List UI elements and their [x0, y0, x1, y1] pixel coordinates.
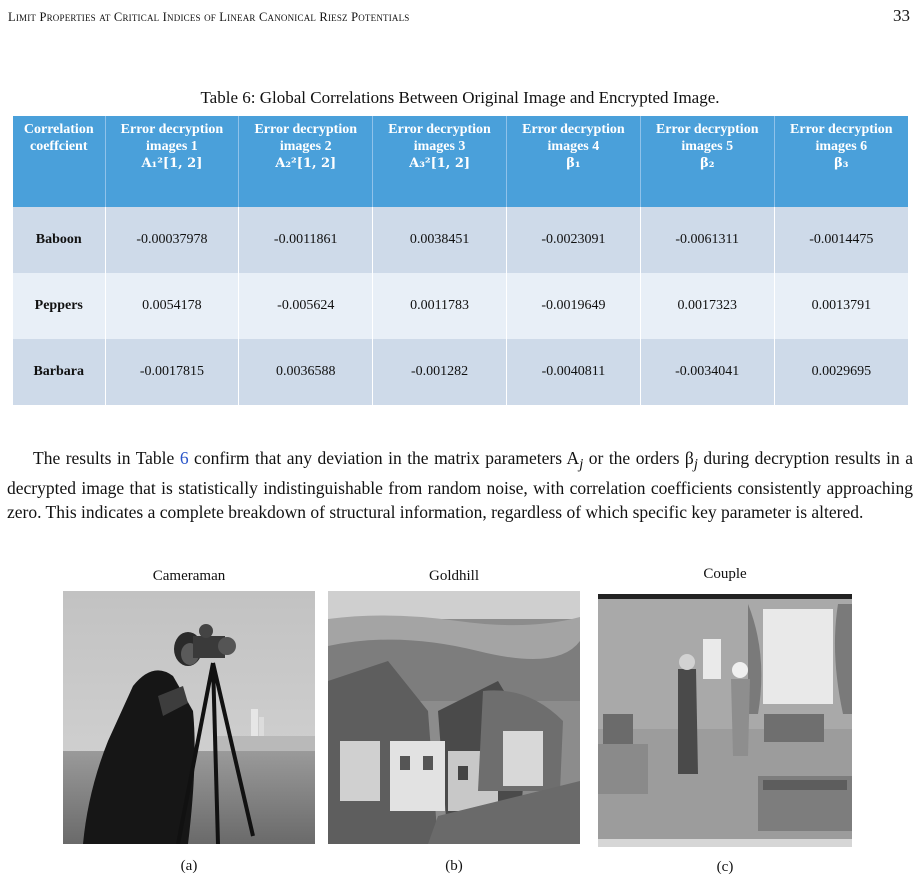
table-cell: -0.0017815 [105, 339, 239, 405]
table-cell: 0.0017323 [640, 273, 774, 339]
column-symbol: A₃²[1, 2] [409, 156, 471, 171]
corner-header [13, 116, 105, 207]
paragraph-text: confirm that any deviation in the matrix parameters A [188, 447, 580, 468]
column-symbol: A₁²[1, 2] [141, 156, 203, 171]
corner-header-line: Correlation [23, 122, 94, 137]
table-cell: 0.0038451 [373, 207, 507, 273]
table-cell: -0.0034041 [640, 339, 774, 405]
column-header [774, 116, 908, 207]
column-header [640, 116, 774, 207]
table-row [13, 339, 908, 405]
figure-label-b: (b) [445, 858, 463, 874]
table-cell: 0.0013791 [774, 273, 908, 339]
column-header-line: images 4 [547, 139, 600, 154]
table-cell: -0.00037978 [105, 207, 239, 273]
table-row [13, 273, 908, 339]
column-symbol: β₃ [834, 156, 849, 171]
column-header [105, 116, 239, 207]
column-header-line: images 2 [279, 139, 332, 154]
column-symbol: A₂²[1, 2] [275, 156, 337, 171]
table-cell: 0.0036588 [239, 339, 373, 405]
page-number: 33 [893, 6, 910, 25]
column-header [373, 116, 507, 207]
table-cell: -0.001282 [373, 339, 507, 405]
table-reference-link[interactable]: 6 [179, 447, 189, 468]
subscript-j: j [693, 456, 698, 472]
running-title: Limit Properties at Critical Indices of Linear Canonical Riesz Potentials [8, 10, 410, 24]
paragraph-text: during decryption results in a decrypted image that is statistically indistinguishable from random noise, with correlation coefficients consistently approaching zero. This indicates a complete breakdown of structural information, regardless of which specific key parameter is altered. [7, 447, 913, 522]
table-cell: -0.005624 [239, 273, 373, 339]
table-cell: 0.0029695 [774, 339, 908, 405]
column-header-line: images 1 [146, 139, 198, 154]
table-cell: -0.0011861 [239, 207, 373, 273]
column-header-line: images 5 [681, 139, 734, 154]
corner-header-line: coeffcient [29, 139, 88, 154]
table-header-row [13, 116, 908, 207]
figure-title-goldhill: Goldhill [428, 568, 479, 584]
row-name: Peppers [13, 273, 105, 339]
table-cell: -0.0014475 [774, 207, 908, 273]
page-header [8, 6, 912, 26]
figure-label-a: (a) [180, 858, 198, 874]
couple-image [598, 594, 852, 847]
table-row [13, 207, 908, 273]
table-cell: -0.0040811 [506, 339, 640, 405]
figure-title-couple: Couple [703, 566, 747, 582]
column-symbol: β₂ [700, 156, 715, 171]
column-header-line: images 3 [413, 139, 466, 154]
column-header-line: Error decryption [120, 122, 224, 137]
column-header [239, 116, 373, 207]
table-cell: 0.0011783 [373, 273, 507, 339]
table-cell: 0.0054178 [105, 273, 239, 339]
table-cell: -0.0023091 [506, 207, 640, 273]
figure-title-cameraman: Cameraman [152, 568, 226, 584]
column-header-line: Error decryption [388, 122, 491, 137]
subscript-j: j [579, 456, 584, 472]
column-header-line: Error decryption [254, 122, 357, 137]
table-cell: -0.0061311 [640, 207, 774, 273]
column-header-line: Error decryption [790, 122, 893, 137]
figure-label-c: (c) [716, 859, 734, 875]
column-header-line: images 6 [815, 139, 868, 154]
column-header-line: Error decryption [522, 122, 625, 137]
column-header [506, 116, 640, 207]
row-name: Barbara [13, 339, 105, 405]
correlation-table [13, 116, 908, 405]
body-paragraph [7, 446, 913, 525]
cameraman-image [63, 591, 315, 844]
goldhill-image [328, 591, 580, 844]
column-symbol: β₁ [566, 156, 581, 171]
row-name: Baboon [13, 207, 105, 273]
table-cell: -0.0019649 [506, 273, 640, 339]
paragraph-text: or the orders β [583, 447, 694, 468]
table-caption: Table 6: Global Correlations Between Original Image and Encrypted Image. [200, 88, 720, 107]
paragraph-text: The results in Table [33, 447, 180, 468]
column-header-line: Error decryption [655, 122, 759, 137]
